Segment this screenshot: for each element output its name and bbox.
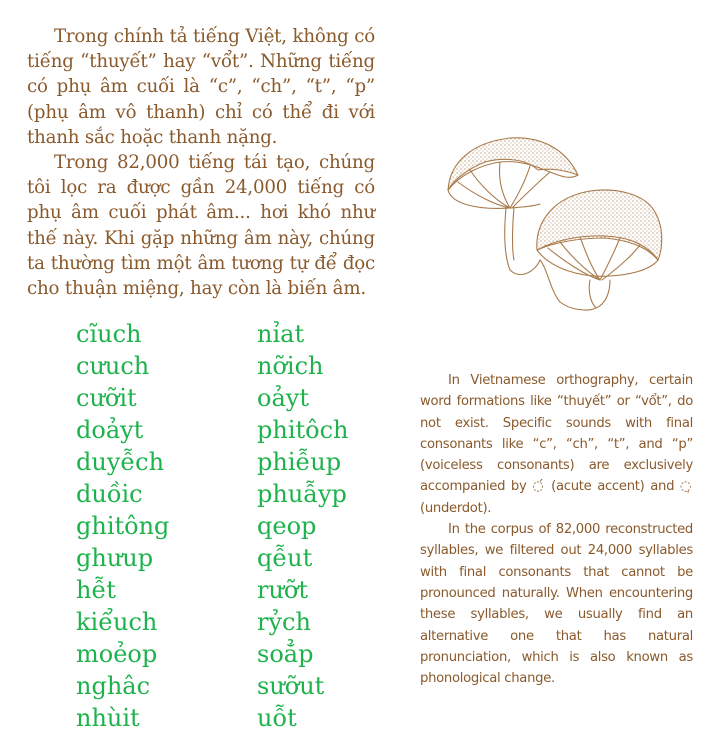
word-item: qễut (257, 544, 313, 572)
vietnamese-paragraph-1: Trong chính tả tiếng Việt, không có tiếng “thuyết” hay “vổt”. Những tiếng có phụ âm cuối là “c”, “ch”, “t”, “p” (phụ âm vô thanh) chỉ có thể đi với thanh sắc hoặc thanh nặng. (27, 26, 375, 148)
word-item: phuẫyp (257, 480, 347, 508)
word-item: oảyt (257, 384, 309, 412)
word-item: rỷch (257, 608, 311, 636)
word-item: cưuch (76, 352, 150, 380)
word-item: duyễch (76, 448, 165, 476)
word-item: cưỡit (76, 384, 137, 412)
word-item: doảyt (76, 416, 144, 444)
word-item: phitôch (257, 416, 349, 444)
word-item: sưỡut (257, 672, 325, 700)
word-item: phiễup (257, 448, 342, 476)
word-item: uỗt (257, 704, 297, 732)
word-item: moẻop (76, 640, 158, 668)
word-item: qeop (257, 512, 317, 540)
word-item: soẳp (257, 640, 314, 668)
word-item: nỉat (257, 320, 305, 348)
word-item: rưỡt (257, 576, 309, 604)
vietnamese-text (27, 24, 375, 301)
english-paragraph-2: In the corpus of 82,000 reconstructed syllables, we filtered out 24,000 syllables with final consonants that cannot be pronounced naturally. When encountering these syllables, we usually find an alternative one that has natural pronunciation, which is also known as phonological change. (420, 522, 693, 687)
word-item: duồic (76, 480, 143, 508)
english-text (420, 370, 693, 689)
word-list-right-column (257, 318, 438, 734)
word-item: cĩuch (76, 320, 142, 348)
word-item: nhùit (76, 704, 140, 732)
word-item: kiểuch (76, 608, 158, 636)
word-item: nỡich (257, 352, 324, 380)
word-item: nghâc (76, 672, 151, 700)
word-item: ghưup (76, 544, 154, 572)
vietnamese-paragraph-2: Trong 82,000 tiếng tái tạo, chúng tôi lọc ra được gần 24,000 tiếng có phụ âm cuối phát âm... hơi khó như thế này. Khi gặp những âm này, chúng ta thường tìm một âm tương tự để đọc cho thuận miệng, hay còn là biến âm. (27, 152, 375, 300)
word-item: hễt (76, 576, 116, 604)
english-paragraph-1: In Vietnamese orthography, certain word formations like “thuyết” or “vổt”, do not exist. Specific sounds with final consonants like “c”, “ch”, “t”, and “p” (voiceless consonants) are exclusively accompanied by ◌́ (acute accent) and ◌̣ (underdot). (420, 373, 693, 516)
word-item: ghitông (76, 512, 170, 540)
mushroom-illustration-icon (440, 120, 670, 315)
word-list (76, 318, 438, 734)
word-list-left-column (76, 318, 257, 734)
